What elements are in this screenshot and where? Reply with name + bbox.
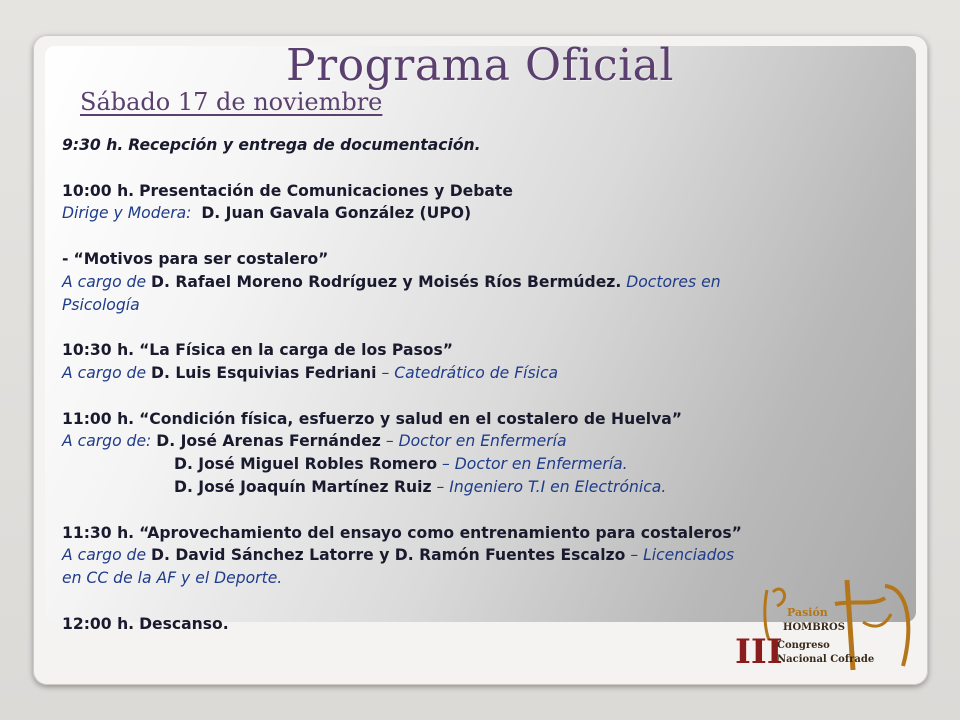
congress-logo xyxy=(735,570,915,680)
speaker-credentials: – Licenciados xyxy=(630,546,735,565)
speaker-credentials: – Ingeniero T.I en Electrónica. xyxy=(436,477,667,496)
role-label: Dirige y Modera: xyxy=(62,204,192,223)
item-speakers-line xyxy=(62,430,902,453)
schedule-item-ensayo xyxy=(62,522,902,545)
speaker-name: D. José Arenas Fernández xyxy=(156,432,381,451)
moderator-name: D. Juan Gavala González (UPO) xyxy=(201,204,472,223)
logo-pasion: Pasión xyxy=(787,606,828,619)
speaker-names: D. Rafael Moreno Rodríguez y Moisés Ríos Bermúdez. xyxy=(151,272,622,291)
speaker-name: D. Luis Esquivias Fedriani xyxy=(151,363,377,382)
item-title: Descanso. xyxy=(139,614,229,633)
item-speakers-line xyxy=(62,271,902,294)
item-speakers-line-3 xyxy=(62,476,902,499)
schedule-item-fisica xyxy=(62,339,902,362)
item-time: 10:00 h. xyxy=(62,181,135,200)
item-speakers-line xyxy=(62,362,902,385)
item-time: 11:00 h. xyxy=(62,409,135,428)
item-moderator-line xyxy=(62,202,902,225)
item-speakers-line-2 xyxy=(62,453,902,476)
speaker-credentials-cont: Psicología xyxy=(62,295,140,314)
item-title: “Motivos para ser costalero” xyxy=(73,249,329,268)
logo-congreso: Congreso xyxy=(777,640,830,651)
speaker-name: D. José Miguel Robles Romero xyxy=(174,455,438,474)
item-title: “La Física en la carga de los Pasos” xyxy=(139,341,453,360)
role-label: A cargo de xyxy=(62,546,147,565)
item-time: 12:00 h. xyxy=(62,614,135,633)
schedule-item-reception xyxy=(62,134,902,157)
item-speakers-line xyxy=(62,544,902,567)
item-time: 10:30 h. xyxy=(62,341,135,360)
schedule-item-condicion xyxy=(62,408,902,431)
role-label: A cargo de xyxy=(62,272,147,291)
logo-roman-numeral: III xyxy=(735,632,783,672)
role-label: A cargo de: xyxy=(62,432,152,451)
speaker-credentials: – Doctor en Enfermería. xyxy=(442,455,628,474)
speaker-credentials: – Catedrático de Física xyxy=(381,363,559,382)
page-title: Programa Oficial xyxy=(286,40,674,91)
logo-hombros: HOMBROS xyxy=(783,622,845,633)
speaker-credentials: Doctores en xyxy=(626,272,721,291)
speaker-credentials: – Doctor en Enfermería xyxy=(385,432,567,451)
item-title: Presentación de Comunicaciones y Debate xyxy=(139,181,513,200)
item-prefix: - xyxy=(62,249,69,268)
item-title: “Condición física, esfuerzo y salud en el costalero de Huelva” xyxy=(139,409,683,428)
item-title: Recepción y entrega de documentación. xyxy=(128,136,481,154)
role-label: A cargo de xyxy=(62,363,147,382)
item-speakers-line-2 xyxy=(62,294,902,317)
item-time: 9:30 h. xyxy=(62,136,124,154)
speaker-name: D. José Joaquín Martínez Ruiz xyxy=(174,477,432,496)
speaker-names: D. David Sánchez Latorre y D. Ramón Fuentes Escalzo xyxy=(151,546,626,565)
logo-nacional: Nacional Cofrade xyxy=(777,654,875,665)
schedule-item-presentation xyxy=(62,180,902,203)
item-time: 11:30 h. xyxy=(62,523,135,542)
program-schedule xyxy=(62,134,902,636)
speaker-credentials-cont: en CC de la AF y el Deporte. xyxy=(62,569,283,588)
date-subtitle: Sábado 17 de noviembre xyxy=(80,88,383,116)
schedule-item-motivos xyxy=(62,248,902,271)
item-title: “Aprovechamiento del ensayo como entrenamiento para costaleros” xyxy=(139,523,742,542)
